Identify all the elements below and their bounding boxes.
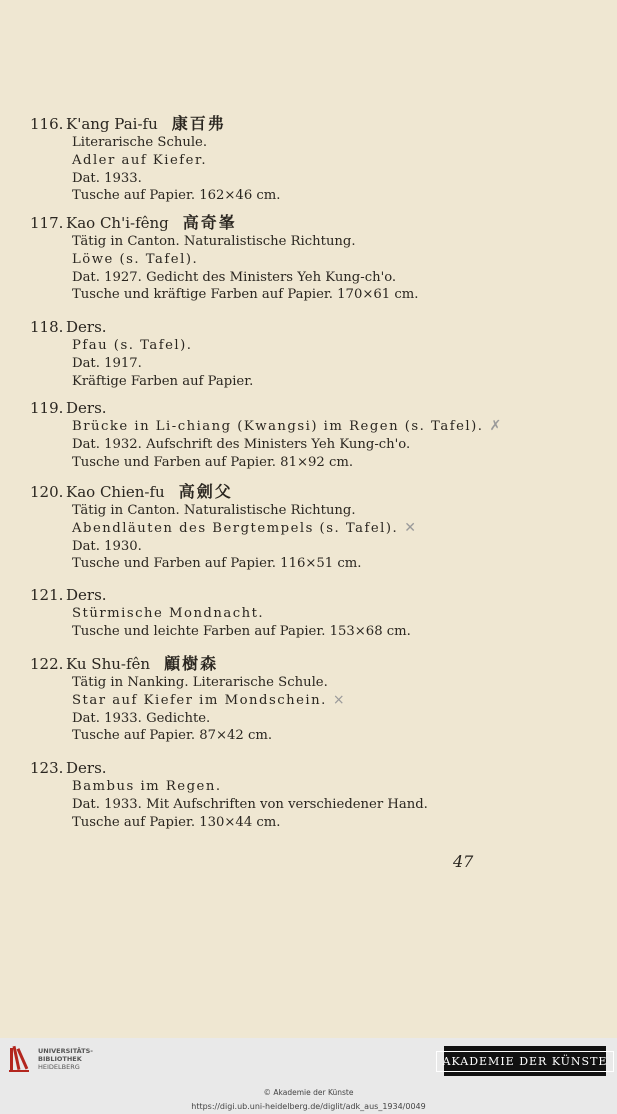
entry-line: Literarische Schule. bbox=[72, 135, 208, 150]
artist-name: Ders. bbox=[66, 399, 107, 417]
entry-line: Tusche und Farben auf Papier. 81×92 cm. bbox=[72, 454, 354, 470]
akademie-label: AKADEMIE DER KÜNSTE bbox=[436, 1051, 615, 1072]
entry-118 bbox=[30, 317, 590, 390]
entry-121 bbox=[30, 585, 590, 641]
pencil-mark-icon: × bbox=[332, 691, 347, 708]
library-name-line: UNIVERSITÄTS- bbox=[38, 1047, 93, 1055]
entry-line: Dat. 1927. Gedicht des Ministers Yeh Kung-ch'o. bbox=[72, 269, 397, 285]
artist-name: Ders. bbox=[66, 759, 107, 777]
entry-line: Tusche auf Papier. 162×46 cm. bbox=[72, 188, 281, 204]
entry-number: 121. bbox=[30, 586, 64, 604]
entry-number: 117. bbox=[30, 214, 64, 232]
artist-name: K'ang Pai-fu bbox=[66, 115, 158, 133]
entry-117 bbox=[30, 213, 590, 304]
artist-name: Ders. bbox=[66, 586, 107, 604]
artist-name: Kao Ch'i-fêng bbox=[66, 214, 169, 232]
pencil-mark-icon: ✗ bbox=[489, 418, 503, 434]
artwork-title: Pfau (s. Tafel). bbox=[72, 338, 193, 353]
entry-number: 120. bbox=[30, 483, 64, 501]
library-logo-icon bbox=[8, 1044, 32, 1074]
entry-line: Tätig in Canton. Naturalistische Richtung. bbox=[72, 234, 356, 249]
entry-number: 118. bbox=[30, 318, 64, 336]
page-number: 47 bbox=[453, 852, 474, 871]
entry-number: 119. bbox=[30, 399, 64, 417]
artist-name: Ku Shu-fên bbox=[66, 655, 151, 673]
artwork-title: Löwe (s. Tafel). bbox=[72, 251, 199, 267]
entry-119 bbox=[30, 398, 590, 471]
entry-line: Tusche auf Papier. 87×42 cm. bbox=[72, 728, 273, 744]
entry-line: Kräftige Farben auf Papier. bbox=[72, 373, 254, 389]
artwork-title: Stürmische Mondnacht. bbox=[72, 606, 265, 621]
artist-name-chinese: 高奇峯 bbox=[182, 213, 237, 232]
entry-line: Tusche auf Papier. 130×44 cm. bbox=[72, 814, 281, 830]
entry-line: Dat. 1933. Gedichte. bbox=[72, 710, 211, 726]
artist-name: Kao Chien-fu bbox=[66, 483, 165, 501]
artist-name-chinese: 康百弗 bbox=[171, 114, 226, 133]
permalink-url[interactable]: https://digi.ub.uni-heidelberg.de/diglit/adk_aus_1934/0049 bbox=[191, 1102, 426, 1111]
entry-line: Tätig in Canton. Naturalistische Richtung. bbox=[72, 503, 356, 518]
entry-120 bbox=[30, 482, 590, 573]
entry-line: Tusche und Farben auf Papier. 116×51 cm. bbox=[72, 556, 362, 572]
artwork-title: Abendläuten des Bergtempels (s. Tafel). bbox=[72, 520, 399, 536]
artist-name: Ders. bbox=[66, 318, 107, 336]
entry-number: 122. bbox=[30, 655, 64, 673]
entry-line: Dat. 1933. Mit Aufschriften von verschiedener Hand. bbox=[72, 796, 428, 812]
viewer-footer bbox=[0, 1038, 617, 1114]
entry-line: Tätig in Nanking. Literarische Schule. bbox=[72, 675, 328, 690]
entry-line: Dat. 1932. Aufschrift des Ministers Yeh Kung-ch'o. bbox=[72, 436, 411, 452]
entry-line: Tusche und leichte Farben auf Papier. 153×68 cm. bbox=[72, 623, 411, 639]
entry-116 bbox=[30, 114, 590, 205]
entry-123 bbox=[30, 758, 590, 831]
entry-122 bbox=[30, 654, 590, 745]
entry-line: Tusche und kräftige Farben auf Papier. 170×61 cm. bbox=[72, 287, 419, 303]
university-library-logo[interactable] bbox=[8, 1044, 93, 1074]
entry-number: 116. bbox=[30, 115, 64, 133]
entry-line: Dat. 1933. bbox=[72, 170, 142, 186]
artwork-title: Star auf Kiefer im Mondschein. bbox=[72, 692, 327, 708]
artist-name-chinese: 高劍父 bbox=[178, 482, 233, 501]
library-name-line: BIBLIOTHEK bbox=[38, 1055, 82, 1063]
entry-line: Dat. 1930. bbox=[72, 538, 142, 554]
copyright-notice: © Akademie der Künste bbox=[263, 1088, 354, 1097]
entry-number: 123. bbox=[30, 759, 64, 777]
artwork-title: Brücke in Li-chiang (Kwangsi) im Regen (s. Tafel). bbox=[72, 419, 484, 434]
artwork-title: Bambus im Regen. bbox=[72, 779, 222, 794]
entry-line: Dat. 1917. bbox=[72, 355, 142, 371]
akademie-logo[interactable] bbox=[444, 1046, 606, 1076]
library-name-line: HEIDELBERG bbox=[38, 1063, 80, 1071]
artist-name-chinese: 顧樹森 bbox=[164, 654, 219, 673]
pencil-mark-icon: ✕ bbox=[404, 519, 418, 536]
artwork-title: Adler auf Kiefer. bbox=[72, 152, 208, 168]
